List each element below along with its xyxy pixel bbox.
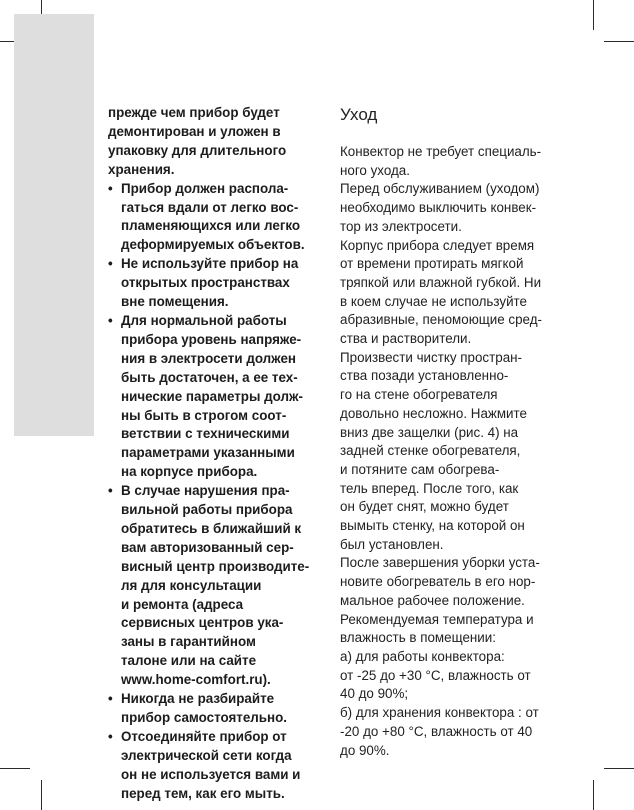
text-line: прибора уровень напряже-	[121, 331, 302, 347]
text-line: ства позади установленно-	[340, 368, 509, 384]
crop-mark	[604, 768, 634, 769]
text-line: Прибор должен распола-	[121, 180, 289, 196]
text-line: прибор самостоятельно.	[121, 710, 288, 725]
crop-mark	[0, 768, 30, 769]
intro-paragraph	[108, 104, 314, 180]
text-line: Не используйте прибор на	[121, 256, 299, 272]
bullet-icon: •	[108, 312, 113, 328]
text-line: нические параметры долж-	[121, 388, 303, 404]
text-line: висный центр производите-	[121, 558, 310, 574]
text-line: был установлен.	[340, 536, 444, 552]
bullet-icon: •	[108, 691, 113, 707]
bullet-item	[108, 180, 314, 256]
bullet-item	[108, 312, 314, 482]
text-line: в коем случае не используйте	[340, 293, 527, 309]
text-line: демонтирован и уложен в	[108, 123, 281, 139]
text-line: После завершения уборки уста-	[340, 555, 540, 571]
text-line: В случае нарушения пра-	[121, 483, 290, 499]
text-line: талоне или на сайте	[121, 653, 257, 669]
bullet-item	[108, 482, 314, 690]
text-line: задней стенке обогревателя,	[340, 443, 521, 459]
crop-mark	[593, 780, 594, 810]
text-line: Отсоединяйте прибор от	[121, 728, 287, 744]
text-line: электрической сети когда	[121, 747, 292, 763]
text-line: перед тем, как его мыть.	[121, 785, 285, 801]
text-line: гаться вдали от легко вос-	[121, 199, 299, 215]
text-line: деформируемых объектов.	[121, 237, 305, 253]
text-line: абразивные, пеномоющие сред-	[340, 312, 542, 328]
website-link-text: www.home-comfort.ru).	[121, 672, 271, 688]
text-line: вам авторизованный сер-	[121, 539, 294, 555]
text-line: мальное рабочее положение.	[340, 592, 525, 608]
text-line: б) для хранения конвектора : от	[340, 705, 539, 721]
bullet-icon: •	[108, 728, 113, 744]
text-line: ния в электросети должен	[121, 350, 297, 366]
text-line: ства и растворители.	[340, 331, 472, 347]
bullet-item	[108, 690, 314, 728]
bullet-icon: •	[108, 256, 113, 272]
text-line: вильной работы прибора	[121, 502, 293, 518]
text-line: тряпкой или влажной губкой. Ни	[340, 274, 542, 290]
text-line: вне помещения.	[121, 294, 229, 310]
text-line: -20 до +80 °С, влажность от 40	[340, 723, 533, 739]
text-line: 40 до 90%;	[340, 686, 409, 702]
bullet-icon: •	[108, 483, 113, 499]
care-section-column	[340, 104, 555, 760]
text-line: Произвести чистку простран-	[340, 349, 523, 365]
text-line: ля для консультации	[121, 577, 262, 593]
text-line: от -25 до +30 °С, влажность от	[340, 667, 531, 683]
side-tab-bar	[14, 14, 94, 436]
text-line: влажность в помещении:	[340, 630, 496, 646]
text-line: и потяните сам обогрева-	[340, 461, 500, 477]
text-line: хранения.	[108, 161, 175, 177]
crop-mark	[41, 780, 42, 810]
text-line: ветствии с техническими	[121, 426, 290, 442]
text-line: тор из электросети.	[340, 218, 462, 234]
text-line: на корпусе прибора.	[121, 464, 258, 480]
text-line: он будет снят, можно будет	[340, 499, 509, 515]
text-line: го на стене обогревателя	[340, 387, 498, 403]
text-line: довольно несложно. Нажмите	[340, 405, 527, 421]
text-line: он не используется вами и	[121, 766, 301, 782]
text-line: от времени протирать мягкой	[340, 256, 524, 272]
text-line: пламеняющихся или легко	[121, 218, 301, 234]
text-line: ного ухода.	[340, 162, 410, 178]
text-line: вымыть стенку, на которой он	[340, 518, 525, 534]
bullet-item	[108, 255, 314, 312]
text-line: и ремонта (адреса	[121, 596, 244, 612]
text-line: упаковку для длительного	[108, 142, 287, 158]
text-line: прежде чем прибор будет	[108, 105, 280, 120]
text-line: сервисных центров ука-	[121, 615, 284, 631]
text-line: заны в гарантийном	[121, 634, 256, 650]
text-line: а) для работы конвектора:	[340, 648, 505, 664]
text-line: необходимо выключить конвек-	[340, 200, 537, 216]
text-line: Никогда не разбирайте	[121, 691, 275, 707]
text-line: ны быть в строгом соот-	[121, 407, 287, 423]
text-line: параметрами указанными	[121, 445, 295, 461]
text-line: новите обогреватель в его нор-	[340, 574, 536, 590]
text-line: тель вперед. После того, как	[340, 480, 519, 496]
safety-instructions-column	[108, 104, 314, 804]
crop-mark	[593, 0, 594, 30]
text-line: Перед обслуживанием (уходом)	[340, 181, 540, 197]
text-line: Корпус прибора следует время	[340, 237, 535, 253]
text-line: Конвектор не требует специаль-	[340, 144, 542, 159]
text-line: Для нормальной работы	[121, 312, 287, 328]
text-line: вниз две защелки (рис. 4) на	[340, 424, 519, 440]
section-heading: Уход	[340, 105, 378, 124]
text-line: обратитесь в ближайший к	[121, 520, 302, 536]
text-line: открытых пространствах	[121, 275, 290, 291]
bullet-item	[108, 728, 314, 804]
text-line: быть достаточен, а ее тех-	[121, 369, 298, 385]
text-line: до 90%.	[340, 742, 390, 758]
text-line: Рекомендуемая температура и	[340, 611, 534, 627]
bullet-icon: •	[108, 180, 113, 196]
crop-mark	[604, 41, 634, 42]
